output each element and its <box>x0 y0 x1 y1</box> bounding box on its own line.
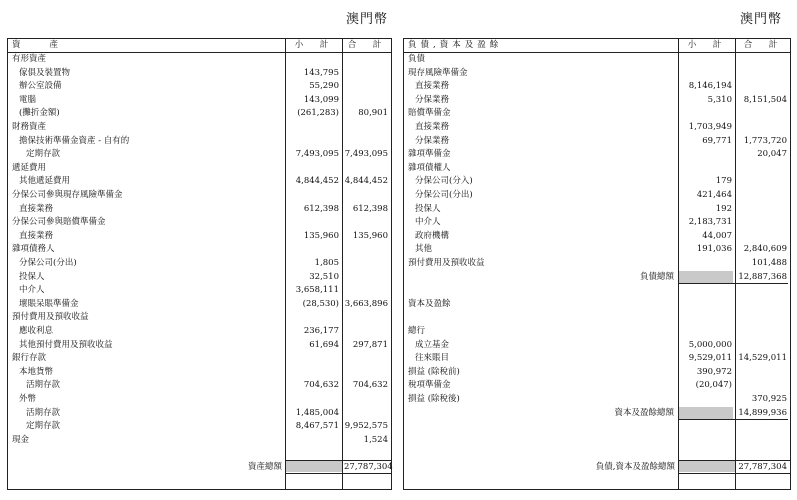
subtotal-value: 704,632 <box>303 380 339 390</box>
row-label: 雜項債權人 <box>408 163 451 173</box>
row-label: 現存風險準備金 <box>408 68 468 78</box>
row-label: 傢俱及裝置物 <box>19 68 71 78</box>
subtotal-value: 8,146,194 <box>688 81 732 91</box>
row-label: 活期存款 <box>26 408 61 418</box>
total-value: 7,493,095 <box>344 149 388 159</box>
section-total-rule <box>678 283 788 284</box>
row-label: 雜項債務人 <box>12 244 55 254</box>
liabilities-table <box>403 38 791 490</box>
subtotal-value: 1,805 <box>314 258 339 268</box>
row-label: 有形資產 <box>12 54 47 64</box>
total-value: 12,887,368 <box>738 272 787 282</box>
subtotal-value: 55,290 <box>309 81 339 91</box>
subtotal-value: (28,530) <box>302 299 339 309</box>
subtotal-value: 143,099 <box>303 95 339 105</box>
subtotal-value: 69,771 <box>702 136 732 146</box>
total-value: 80,901 <box>358 108 388 118</box>
row-label: 損益 (除稅前) <box>408 367 460 377</box>
row-label: 稅項準備金 <box>408 380 451 390</box>
row-label: 應收利息 <box>19 326 54 336</box>
subtotal-value: 612,398 <box>303 204 339 214</box>
header-subtotal: 小 計 <box>687 40 726 50</box>
currency-label-right: 澳門幣 <box>740 12 783 27</box>
row-label: 其他遞延費用 <box>19 176 71 186</box>
header-total: 合 計 <box>743 40 782 50</box>
row-label: 損益 (除稅後) <box>408 394 460 404</box>
total-value: 14,899,936 <box>738 408 787 418</box>
row-label: (攤折金額) <box>19 108 60 118</box>
row-label: 直接業務 <box>415 81 450 91</box>
subtotal-value: 2,183,731 <box>688 217 732 227</box>
currency-label-left: 澳門幣 <box>346 12 389 27</box>
total-value: 101,488 <box>751 258 787 268</box>
subtotal-value: 1,485,004 <box>295 408 339 418</box>
total-value: 14,529,011 <box>738 353 787 363</box>
total-value: 135,960 <box>352 231 388 241</box>
subtotal-value: 8,467,571 <box>295 421 339 431</box>
subtotal-value: 3,658,111 <box>295 285 339 295</box>
subtotal-value: 44,007 <box>702 231 732 241</box>
subtotal-value: 143,795 <box>303 68 339 78</box>
row-label: 成立基金 <box>415 340 450 350</box>
subtotal-value: 5,000,000 <box>688 340 732 350</box>
row-label: 中介人 <box>19 285 45 295</box>
row-label: 賠償準備金 <box>408 108 451 118</box>
row-label: 雜項準備金 <box>408 149 451 159</box>
subtotal-value: 236,177 <box>303 326 339 336</box>
header-liabilities: 負債,資本及盈餘 <box>408 40 503 50</box>
section-total-shade <box>679 407 733 419</box>
row-label: 電腦 <box>19 95 37 105</box>
header-subtotal: 小 計 <box>294 40 333 50</box>
subtotal-value: 5,310 <box>707 95 732 105</box>
row-label: 壞賬呆賬準備金 <box>19 299 79 309</box>
header-total: 合 計 <box>347 40 386 50</box>
row-label: 負債 <box>408 54 426 64</box>
total-value: 9,952,575 <box>344 421 388 431</box>
assets-total-value: 27,787,304 <box>344 462 393 472</box>
subtotal-value: 9,529,011 <box>688 353 732 363</box>
subtotal-value: 32,510 <box>309 272 339 282</box>
total-value: 8,151,504 <box>743 95 787 105</box>
row-label: 擔保技術準備金資產 - 自有的 <box>19 136 130 146</box>
row-label: 活期存款 <box>26 380 61 390</box>
row-label: 直接業務 <box>415 122 450 132</box>
total-value: 4,844,452 <box>344 176 388 186</box>
subtotal-value: 135,960 <box>303 231 339 241</box>
total-shade <box>286 461 342 472</box>
section-total-rule <box>678 419 788 420</box>
row-label: 資本及盈餘 <box>408 299 451 309</box>
row-label: 預付費用及預收收益 <box>408 258 485 268</box>
row-label: 中介人 <box>415 217 441 227</box>
row-label: 分保公司(分出) <box>415 190 473 200</box>
subtotal-value: 390,972 <box>696 367 732 377</box>
section-total-shade <box>679 271 733 283</box>
row-label: 直接業務 <box>19 231 54 241</box>
row-label: 分保公司(分出) <box>19 258 77 268</box>
row-label: 往來賬目 <box>415 353 450 363</box>
total-value: 704,632 <box>352 380 388 390</box>
row-label: 分保公司參與現存風險準備金 <box>12 190 123 200</box>
row-label: 其他預付費用及預收收益 <box>19 340 113 350</box>
row-label: 分保公司參與賠償準備金 <box>12 217 106 227</box>
row-label: 定期存款 <box>26 421 61 431</box>
row-label: 投保人 <box>19 272 45 282</box>
total-value: 20,047 <box>757 149 787 159</box>
total-value: 370,925 <box>751 394 787 404</box>
subtotal-value: 61,694 <box>309 340 339 350</box>
subtotal-value: 191,036 <box>696 244 732 254</box>
row-label: 其他 <box>415 244 433 254</box>
row-label: 分保業務 <box>415 95 450 105</box>
subtotal-value: (20,047) <box>695 380 732 390</box>
row-label: 外幣 <box>19 394 37 404</box>
total-value: 1,773,720 <box>743 136 787 146</box>
total-value: 1,524 <box>363 435 388 445</box>
grand-total-value: 27,787,304 <box>738 462 787 472</box>
subtotal-value: 421,464 <box>696 190 732 200</box>
row-label: 分保業務 <box>415 136 450 146</box>
subtotal-value: 192 <box>715 204 732 214</box>
total-value: 3,663,896 <box>344 299 388 309</box>
total-value: 612,398 <box>352 204 388 214</box>
section-total-label: 負債總額 <box>639 272 674 282</box>
subtotal-value: 1,703,949 <box>688 122 732 132</box>
row-label: 分保公司(分入) <box>415 176 473 186</box>
total-value: 2,840,609 <box>743 244 787 254</box>
header-assets: 資 產 <box>12 40 63 50</box>
total-value: 297,871 <box>352 340 388 350</box>
row-label: 銀行存款 <box>12 353 47 363</box>
subtotal-value: 4,844,452 <box>295 176 339 186</box>
row-label: 總行 <box>408 326 426 336</box>
row-label: 預付費用及預收收益 <box>12 312 89 322</box>
assets-table <box>7 38 392 490</box>
row-label: 定期存款 <box>26 149 61 159</box>
row-label: 政府機構 <box>415 231 450 241</box>
row-label: 現金 <box>12 435 30 445</box>
subtotal-value: 7,493,095 <box>295 149 339 159</box>
subtotal-value: 179 <box>715 176 732 186</box>
subtotal-value: (261,283) <box>297 108 339 118</box>
row-label: 投保人 <box>415 204 441 214</box>
row-label: 遞延費用 <box>12 163 47 173</box>
row-label: 本地貨幣 <box>19 367 54 377</box>
row-label: 辦公室設備 <box>19 81 62 91</box>
section-total-label: 資本及盈餘總額 <box>614 408 674 418</box>
grand-total-label: 負債,資本及盈餘總額 <box>595 462 675 472</box>
row-label: 直接業務 <box>19 204 54 214</box>
row-label: 財務資產 <box>12 122 47 132</box>
total-shade <box>679 461 735 472</box>
assets-total-label: 資產總額 <box>247 462 282 472</box>
